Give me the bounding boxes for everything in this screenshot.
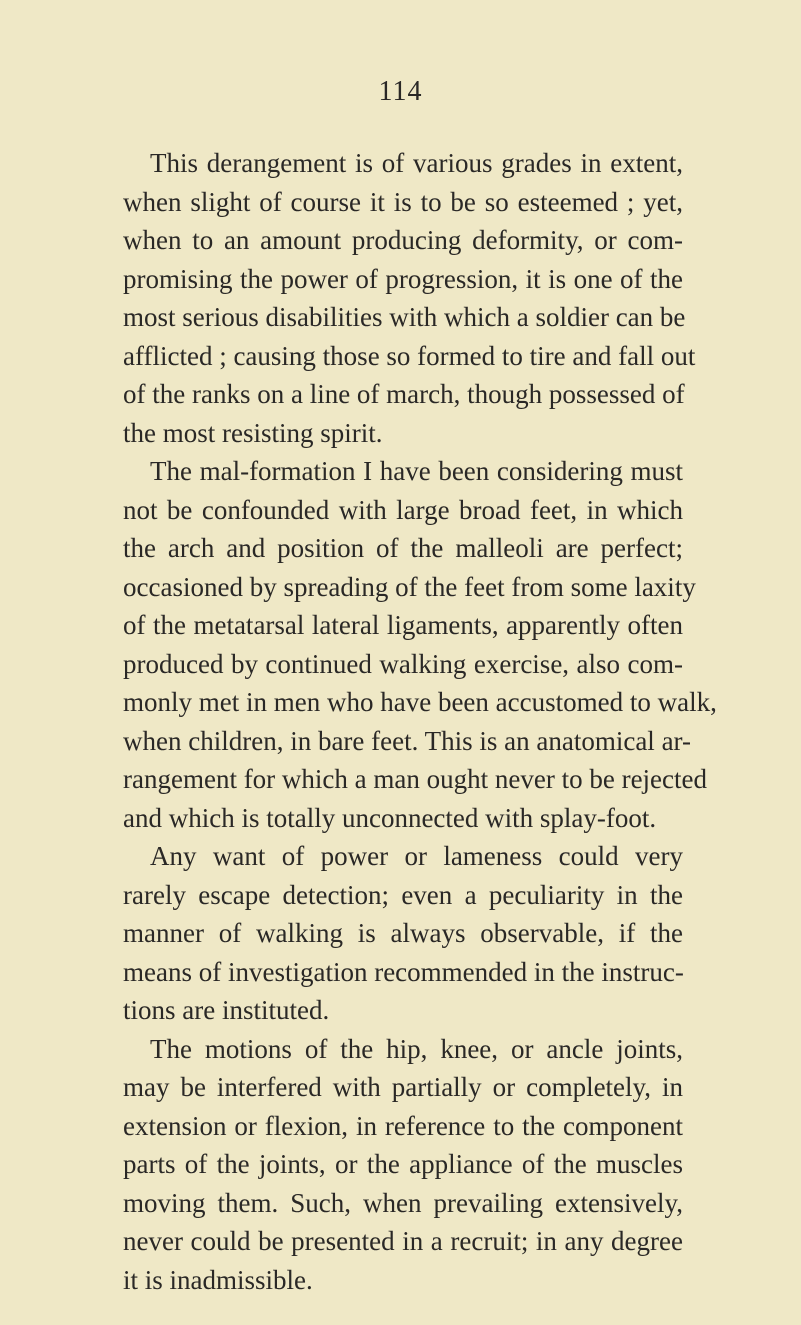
text-line: when children, in bare feet. This is an anatomical ar- [123, 725, 691, 756]
text-line: occasioned by spreading of the feet from some laxity [123, 571, 696, 602]
text-line: never could be presented in a recruit; in any degree [123, 1226, 683, 1256]
text-line: tions are instituted. [123, 995, 330, 1025]
text-line: extension or flexion, in reference to the component [123, 1110, 683, 1141]
text-line: and which is totally unconnected with splay-foot. [123, 802, 657, 833]
body-text [123, 144, 717, 1299]
text-line: The mal-formation I have been considering must [150, 456, 683, 486]
text-line: moving them. Such, when prevailing extensively, [123, 1187, 683, 1218]
text-line: the most resisting spirit. [123, 417, 383, 448]
text-line: manner of walking is always observable, if the [123, 918, 683, 948]
text-line: This derangement is of various grades in extent, [150, 148, 683, 178]
text-line: means of investigation recommended in the instruc- [123, 956, 684, 987]
text-line: promising the power of progression, it is one of the [123, 263, 683, 294]
text-line: rangement for which a man ought never to be rejected [123, 764, 708, 794]
text-line: may be interfered with partially or completely, in [123, 1072, 683, 1102]
text-line: produced by continued walking exercise, also com- [123, 648, 683, 679]
text-line: monly met in men who have been accustomed to walk, [123, 687, 717, 717]
page-number: 114 [378, 76, 423, 107]
text-line: when slight of course it is to be so esteemed ; yet, [123, 186, 683, 217]
text-line: afflicted ; causing those so formed to tire and fall out [123, 340, 696, 371]
text-line: not be confounded with large broad feet, in which [123, 494, 683, 525]
text-line: The motions of the hip, knee, or ancle joints, [150, 1033, 683, 1064]
text-line: rarely escape detection; even a peculiarity in the [123, 879, 683, 910]
text-line: Any want of power or lameness could very [150, 841, 683, 871]
text-line: of the ranks on a line of march, though possessed of [123, 379, 685, 409]
text-line: the arch and position of the malleoli are perfect; [123, 533, 683, 563]
text-line: when to an amount producing deformity, or com- [123, 225, 683, 255]
text-line: it is inadmissible. [123, 1264, 313, 1295]
text-line: parts of the joints, or the appliance of the muscles [123, 1149, 683, 1179]
text-line: most serious disabilities with which a soldier can be [123, 302, 686, 332]
text-line: of the metatarsal lateral ligaments, apparently often [123, 610, 683, 640]
